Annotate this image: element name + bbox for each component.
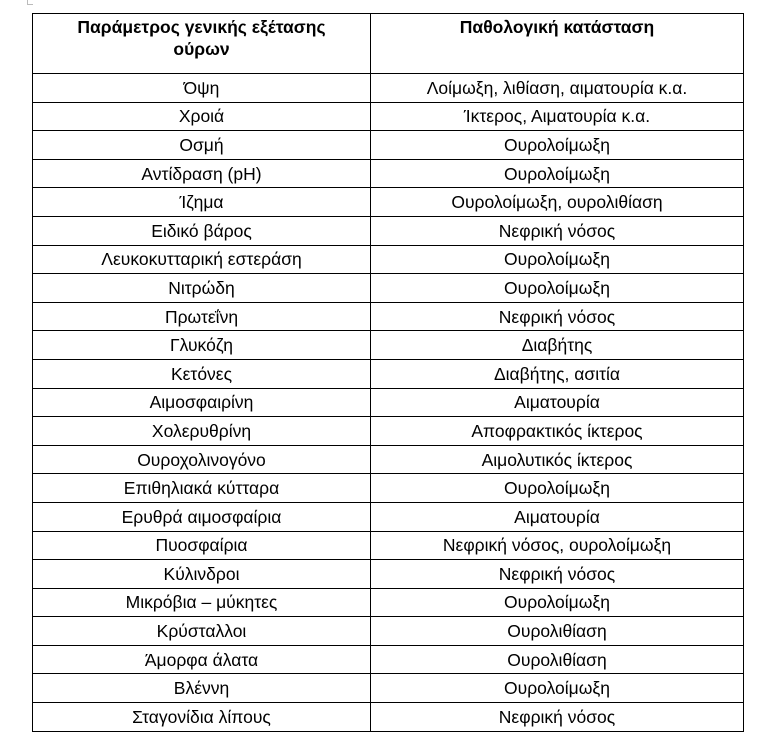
parameter-cell: Όψη <box>33 74 371 103</box>
condition-cell: Αιματουρία <box>371 388 744 417</box>
table-row <box>33 102 744 131</box>
parameter-cell: Κετόνες <box>33 359 371 388</box>
header-row <box>33 14 744 74</box>
parameter-cell: Ερυθρά αιμοσφαίρια <box>33 502 371 531</box>
condition-cell: Αιματουρία <box>371 502 744 531</box>
condition-cell: Νεφρική νόσος <box>371 703 744 732</box>
parameter-cell: Άμορφα άλατα <box>33 645 371 674</box>
condition-cell: Ουρολοίμωξη <box>371 159 744 188</box>
table-row <box>33 131 744 160</box>
parameter-cell: Πυοσφαίρια <box>33 531 371 560</box>
parameter-cell: Γλυκόζη <box>33 331 371 360</box>
parameter-cell: Χολερυθρίνη <box>33 417 371 446</box>
parameter-cell: Κύλινδροι <box>33 560 371 589</box>
table-row <box>33 560 744 589</box>
condition-cell: Νεφρική νόσος <box>371 560 744 589</box>
parameter-cell: Αντίδραση (pH) <box>33 159 371 188</box>
parameter-cell: Χροιά <box>33 102 371 131</box>
condition-cell: Ουρολοίμωξη, ουρολιθίαση <box>371 188 744 217</box>
table-row <box>33 74 744 103</box>
table-row <box>33 674 744 703</box>
parameter-cell: Κρύσταλλοι <box>33 617 371 646</box>
condition-cell: Ουρολοίμωξη <box>371 474 744 503</box>
condition-cell: Αποφρακτικός ίκτερος <box>371 417 744 446</box>
header-condition: Παθολογική κατάσταση <box>371 14 744 74</box>
condition-cell: Ουρολοίμωξη <box>371 274 744 303</box>
urinalysis-table <box>32 13 744 732</box>
parameter-cell: Αιμοσφαιρίνη <box>33 388 371 417</box>
table-row <box>33 331 744 360</box>
parameter-cell: Οσμή <box>33 131 371 160</box>
table-row <box>33 445 744 474</box>
condition-cell: Νεφρική νόσος <box>371 302 744 331</box>
table-row <box>33 388 744 417</box>
parameter-cell: Λευκοκυτταρική εστεράση <box>33 245 371 274</box>
table-row <box>33 617 744 646</box>
table-row <box>33 159 744 188</box>
condition-cell: Διαβήτης <box>371 331 744 360</box>
condition-cell: Ουρολιθίαση <box>371 617 744 646</box>
parameter-cell: Σταγονίδια λίπους <box>33 703 371 732</box>
parameter-cell: Μικρόβια – μύκητες <box>33 588 371 617</box>
condition-cell: Ουρολοίμωξη <box>371 588 744 617</box>
table-row <box>33 188 744 217</box>
table-row <box>33 245 744 274</box>
table-row <box>33 359 744 388</box>
parameter-cell: Ίζημα <box>33 188 371 217</box>
header-parameter: Παράμετρος γενικής εξέτασης ούρων <box>33 14 371 74</box>
parameter-cell: Πρωτεΐνη <box>33 302 371 331</box>
parameter-cell: Επιθηλιακά κύτταρα <box>33 474 371 503</box>
condition-cell: Νεφρική νόσος <box>371 216 744 245</box>
table-row <box>33 417 744 446</box>
table-row <box>33 531 744 560</box>
parameter-cell: Ουροχολινογόνο <box>33 445 371 474</box>
condition-cell: Αιμολυτικός ίκτερος <box>371 445 744 474</box>
condition-cell: Νεφρική νόσος, ουρολοίμωξη <box>371 531 744 560</box>
condition-cell: Ίκτερος, Αιματουρία κ.α. <box>371 102 744 131</box>
table-row <box>33 274 744 303</box>
table-row <box>33 474 744 503</box>
condition-cell: Ουρολοίμωξη <box>371 674 744 703</box>
table-row <box>33 588 744 617</box>
parameter-cell: Νιτρώδη <box>33 274 371 303</box>
condition-cell: Ουρολιθίαση <box>371 645 744 674</box>
parameter-cell: Βλέννη <box>33 674 371 703</box>
condition-cell: Διαβήτης, ασιτία <box>371 359 744 388</box>
condition-cell: Λοίμωξη, λιθίαση, αιματουρία κ.α. <box>371 74 744 103</box>
table-row <box>33 216 744 245</box>
table-row <box>33 703 744 732</box>
table-header <box>33 14 744 74</box>
page-corner-mark <box>27 0 33 5</box>
table-row <box>33 302 744 331</box>
parameter-cell: Ειδικό βάρος <box>33 216 371 245</box>
table-row <box>33 502 744 531</box>
table-row <box>33 645 744 674</box>
condition-cell: Ουρολοίμωξη <box>371 245 744 274</box>
condition-cell: Ουρολοίμωξη <box>371 131 744 160</box>
table-body <box>33 74 744 732</box>
